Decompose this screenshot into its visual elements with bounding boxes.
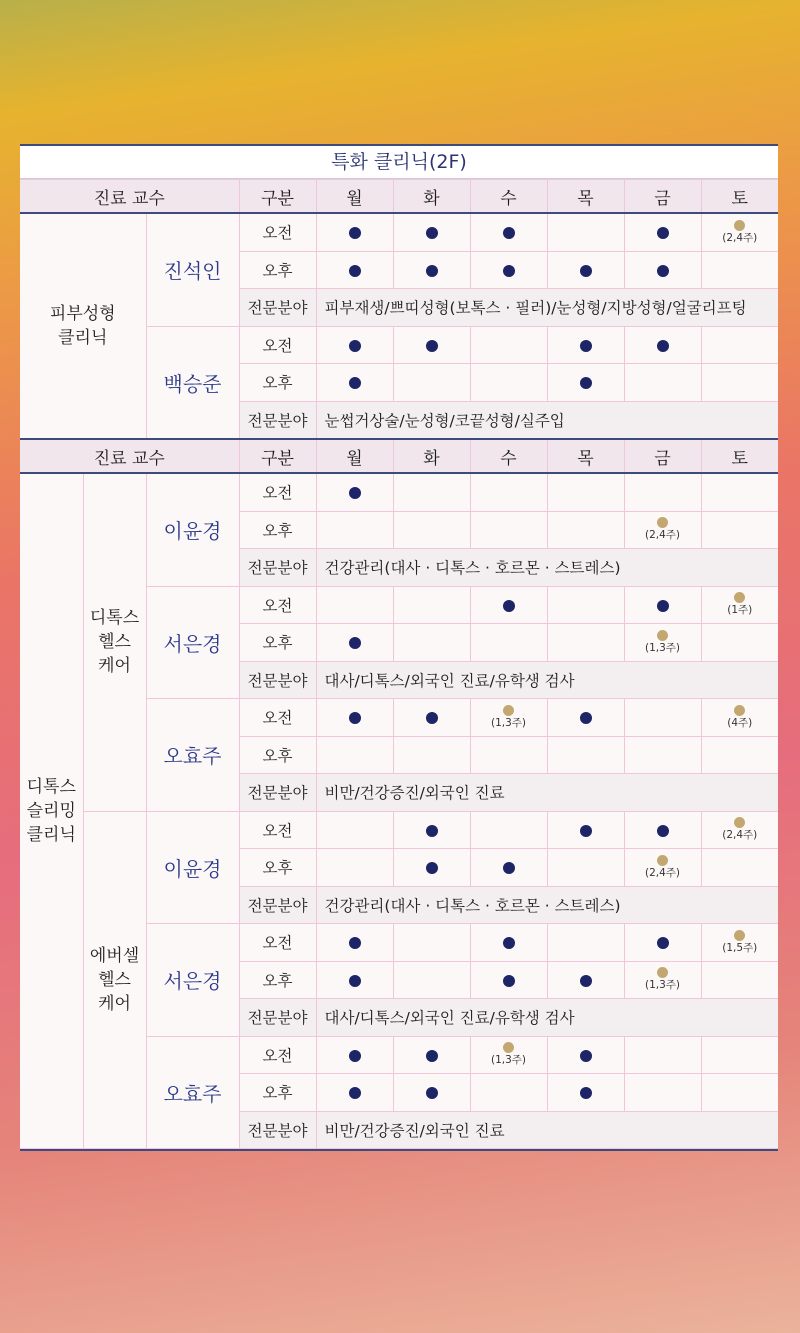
day-cell [547,849,624,887]
week-note: (2,4주) [644,529,681,542]
navy-dot-icon [580,377,592,389]
header-day: 목 [547,439,624,473]
day-cell [316,251,393,289]
day-cell [547,736,624,774]
header-day: 수 [470,439,547,473]
day-cell [701,849,778,887]
day-cell [624,699,701,737]
day-cell [624,511,701,549]
doctor-name: 백승준 [146,326,239,439]
day-cell [316,811,393,849]
day-cell [470,811,547,849]
day-cell [701,699,778,737]
specialty-text: 대사/디톡스/외국인 진료/유학생 검사 [316,661,778,699]
day-cell [547,511,624,549]
day-cell [547,961,624,999]
subgroup-name [83,473,146,811]
day-cell [316,849,393,887]
header-day: 화 [393,180,470,214]
day-cell [470,511,547,549]
day-cell [624,1036,701,1074]
day-cell [393,961,470,999]
gold-dot-icon [503,705,514,716]
day-cell [624,1074,701,1112]
navy-dot-icon [503,265,515,277]
week-note: (1주) [727,604,753,617]
navy-dot-icon [349,637,361,649]
day-cell [624,364,701,402]
day-cell [624,811,701,849]
clinic-name [20,213,146,439]
day-cell [393,473,470,511]
day-cell [393,326,470,364]
navy-dot-icon [580,1087,592,1099]
navy-dot-icon [580,265,592,277]
partial-schedule [491,1042,526,1065]
partial-schedule [645,630,680,653]
header-row [20,180,778,214]
day-cell [393,213,470,251]
day-cell [624,586,701,624]
clinic-name [20,473,83,1149]
day-cell [316,326,393,364]
day-cell [316,924,393,962]
day-cell [547,213,624,251]
day-cell [701,213,778,251]
day-cell [624,624,701,662]
day-cell [547,811,624,849]
partial-schedule [645,967,680,990]
header-day: 금 [624,180,701,214]
gold-dot-icon [734,930,745,941]
gold-dot-icon [657,855,668,866]
navy-dot-icon [657,265,669,277]
day-cell [701,811,778,849]
navy-dot-icon [349,975,361,987]
day-cell [547,1074,624,1112]
category-spec: 전문분야 [239,1111,316,1149]
header-category: 구분 [239,439,316,473]
day-cell [624,251,701,289]
day-cell [316,511,393,549]
day-cell [470,924,547,962]
day-cell [470,736,547,774]
schedule-title: 특화 클리닉(2F) [20,146,778,179]
day-cell [316,586,393,624]
category-spec: 전문분야 [239,289,316,327]
gold-dot-icon [734,220,745,231]
doctor-name: 진석인 [146,213,239,326]
label-line: 피부성형 [49,304,116,324]
partial-schedule [722,817,757,840]
header-day: 금 [624,439,701,473]
day-cell [547,364,624,402]
day-cell [393,699,470,737]
navy-dot-icon [349,377,361,389]
label-line: 클리닉 [58,328,108,348]
category-spec: 전문분야 [239,661,316,699]
header-row [20,439,778,473]
navy-dot-icon [426,712,438,724]
header-day: 목 [547,180,624,214]
doctor-name: 이윤경 [146,811,239,924]
day-cell [624,736,701,774]
doctor-name: 서은경 [146,924,239,1037]
header-category: 구분 [239,180,316,214]
day-cell [316,473,393,511]
doctor-name: 오효주 [146,699,239,812]
navy-dot-icon [349,1087,361,1099]
day-cell [393,924,470,962]
label-line: 케어 [98,656,131,677]
label-line: 헬스 [98,632,131,653]
clinic-schedule [20,144,778,1151]
doctor-name: 이윤경 [146,473,239,586]
day-cell [701,326,778,364]
category-am: 오전 [239,924,316,962]
navy-dot-icon [349,937,361,949]
day-cell [393,811,470,849]
category-spec: 전문분야 [239,774,316,812]
day-cell [393,251,470,289]
label-line: 디톡스 [89,608,140,629]
specialty-text: 비만/건강증진/외국인 진료 [316,774,778,812]
day-cell [470,586,547,624]
day-cell [470,699,547,737]
day-cell [470,213,547,251]
navy-dot-icon [426,265,438,277]
header-day: 월 [316,439,393,473]
category-spec: 전문분야 [239,401,316,439]
navy-dot-icon [349,712,361,724]
day-cell [701,924,778,962]
specialty-text: 건강관리(대사 · 디톡스 · 호르몬 · 스트레스) [316,886,778,924]
gold-dot-icon [503,1042,514,1053]
navy-dot-icon [503,862,515,874]
header-doctor: 진료 교수 [20,180,239,214]
day-cell [701,961,778,999]
day-cell [316,961,393,999]
day-cell [547,586,624,624]
day-cell [701,624,778,662]
day-cell [701,511,778,549]
category-pm: 오후 [239,849,316,887]
gold-dot-icon [734,592,745,603]
category-am: 오전 [239,473,316,511]
day-cell [316,624,393,662]
day-cell [701,1036,778,1074]
category-am: 오전 [239,326,316,364]
navy-dot-icon [503,937,515,949]
category-pm: 오후 [239,961,316,999]
navy-dot-icon [426,825,438,837]
day-cell [547,1036,624,1074]
day-cell [624,924,701,962]
partial-schedule [727,705,752,728]
day-cell [316,699,393,737]
specialty-text: 비만/건강증진/외국인 진료 [316,1111,778,1149]
day-cell [316,1036,393,1074]
day-cell [393,849,470,887]
week-note: (2,4주) [722,829,758,842]
navy-dot-icon [349,340,361,352]
day-cell [470,364,547,402]
gold-dot-icon [734,817,745,828]
navy-dot-icon [580,825,592,837]
day-cell [316,1074,393,1112]
day-cell [470,961,547,999]
day-cell [393,624,470,662]
category-am: 오전 [239,811,316,849]
partial-schedule [645,517,680,540]
doctor-name: 서은경 [146,586,239,699]
category-am: 오전 [239,586,316,624]
navy-dot-icon [503,975,515,987]
day-cell [624,326,701,364]
partial-schedule [727,592,752,615]
day-cell [701,473,778,511]
category-pm: 오후 [239,1074,316,1112]
gold-dot-icon [657,967,668,978]
specialty-text: 피부재생/쁘띠성형(보톡스 · 필러)/눈성형/지방성형/얼굴리프팅 [316,289,778,327]
header-day: 화 [393,439,470,473]
header-day: 월 [316,180,393,214]
partial-schedule [722,930,757,953]
partial-schedule [645,855,680,878]
header-day: 수 [470,180,547,214]
navy-dot-icon [349,227,361,239]
category-pm: 오후 [239,511,316,549]
gold-dot-icon [657,630,668,641]
week-note: (4주) [727,716,753,729]
doctor-name: 오효주 [146,1036,239,1149]
partial-schedule [491,705,526,728]
week-note: (2,4주) [722,231,758,244]
navy-dot-icon [349,265,361,277]
subgroup-name [83,811,146,1149]
label-line: 케어 [98,993,131,1014]
day-cell [624,213,701,251]
gold-dot-icon [657,517,668,528]
week-note: (2,4주) [644,866,681,879]
label-line: 슬리밍 [26,801,76,821]
category-spec: 전문분야 [239,549,316,587]
day-cell [547,624,624,662]
category-pm: 오후 [239,364,316,402]
week-note: (1,3주) [644,979,681,992]
navy-dot-icon [657,600,669,612]
schedule-row-am [20,213,778,251]
specialty-text: 눈썹거상술/눈성형/코끝성형/실주입 [316,401,778,439]
day-cell [393,364,470,402]
navy-dot-icon [657,825,669,837]
category-am: 오전 [239,699,316,737]
day-cell [624,473,701,511]
day-cell [547,473,624,511]
week-note: (1,5주) [722,941,758,954]
day-cell [316,364,393,402]
day-cell [470,473,547,511]
schedule-row-am [20,811,778,849]
navy-dot-icon [657,227,669,239]
navy-dot-icon [580,975,592,987]
day-cell [701,736,778,774]
day-cell [316,213,393,251]
day-cell [470,251,547,289]
day-cell [393,1036,470,1074]
navy-dot-icon [349,1050,361,1062]
navy-dot-icon [503,227,515,239]
day-cell [393,1074,470,1112]
day-cell [624,849,701,887]
navy-dot-icon [426,862,438,874]
day-cell [393,586,470,624]
navy-dot-icon [426,1050,438,1062]
navy-dot-icon [657,340,669,352]
day-cell [547,251,624,289]
day-cell [470,1036,547,1074]
label-line: 디톡스 [26,777,76,797]
specialty-text: 대사/디톡스/외국인 진료/유학생 검사 [316,999,778,1037]
day-cell [701,364,778,402]
navy-dot-icon [657,937,669,949]
navy-dot-icon [580,1050,592,1062]
navy-dot-icon [580,712,592,724]
week-note: (1,3주) [490,716,527,729]
navy-dot-icon [580,340,592,352]
label-line: 클리닉 [26,825,76,845]
day-cell [547,924,624,962]
week-note: (1,3주) [644,641,681,654]
schedule-row-am [20,473,778,511]
day-cell [470,326,547,364]
day-cell [393,511,470,549]
gold-dot-icon [734,705,745,716]
category-pm: 오후 [239,251,316,289]
day-cell [701,1074,778,1112]
navy-dot-icon [349,487,361,499]
navy-dot-icon [426,340,438,352]
category-pm: 오후 [239,736,316,774]
day-cell [470,849,547,887]
header-day: 토 [701,439,778,473]
category-am: 오전 [239,1036,316,1074]
day-cell [393,736,470,774]
category-pm: 오후 [239,624,316,662]
day-cell [701,586,778,624]
category-spec: 전문분야 [239,999,316,1037]
day-cell [547,326,624,364]
header-doctor: 진료 교수 [20,439,239,473]
day-cell [470,1074,547,1112]
day-cell [701,251,778,289]
day-cell [470,624,547,662]
navy-dot-icon [503,600,515,612]
navy-dot-icon [426,1087,438,1099]
header-day: 토 [701,180,778,214]
partial-schedule [722,220,757,243]
label-line: 에버셀 [89,945,140,966]
category-am: 오전 [239,213,316,251]
day-cell [624,961,701,999]
day-cell [547,699,624,737]
navy-dot-icon [426,227,438,239]
label-line: 헬스 [98,969,131,990]
schedule-table [20,179,778,1149]
day-cell [316,736,393,774]
category-spec: 전문분야 [239,886,316,924]
specialty-text: 건강관리(대사 · 디톡스 · 호르몬 · 스트레스) [316,549,778,587]
week-note: (1,3주) [490,1054,527,1067]
